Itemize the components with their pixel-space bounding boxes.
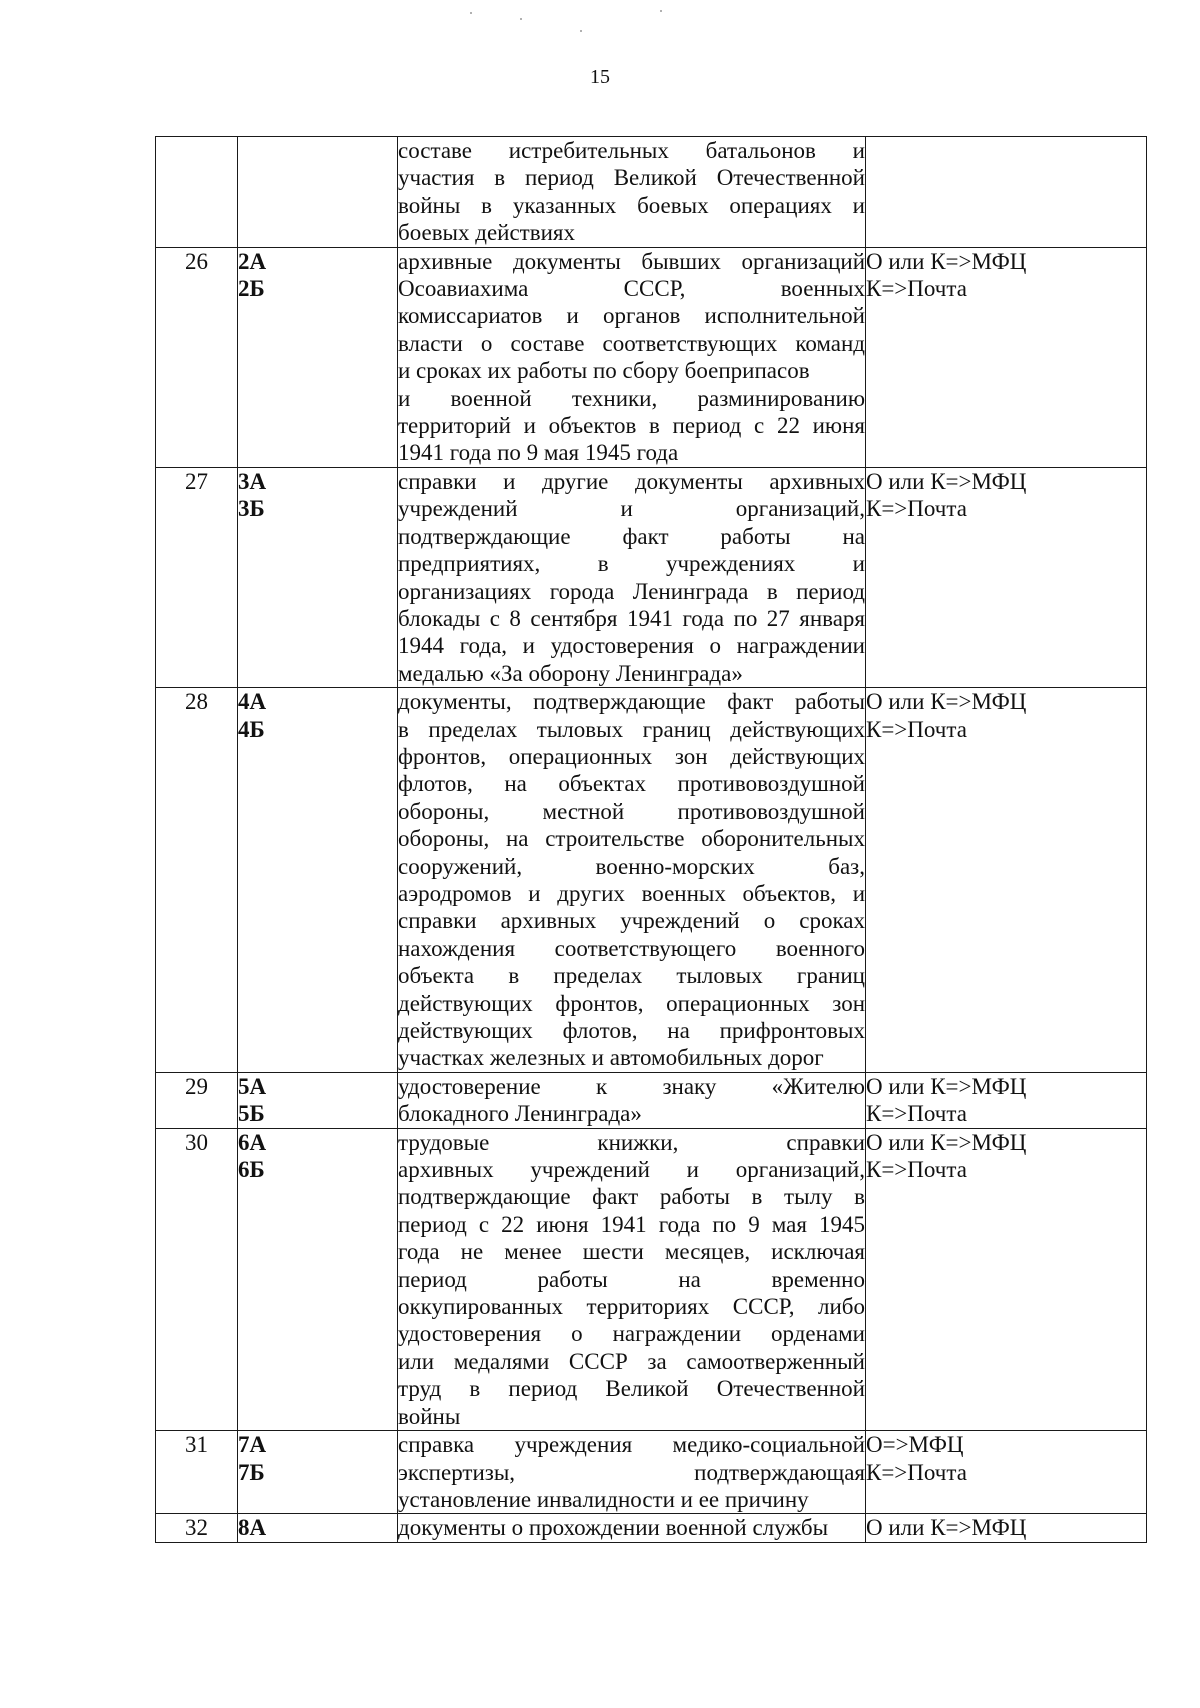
row-code: 2А	[238, 248, 267, 274]
row-delivery	[866, 1431, 1147, 1514]
table-row	[156, 1128, 1147, 1430]
row-number: 30	[156, 1128, 238, 1430]
description-line: документы о прохождении военной службы	[398, 1515, 829, 1541]
row-delivery	[866, 137, 1147, 248]
delivery-method: О=>МФЦ	[866, 1432, 964, 1458]
description-line: подтверждающие факт работы на	[398, 523, 865, 549]
table-row	[156, 688, 1147, 1073]
description-line: удостоверения о награждении орденами	[398, 1321, 865, 1347]
row-delivery	[866, 467, 1147, 687]
delivery-method: О или К=>МФЦ	[866, 1129, 1027, 1155]
row-number: 27	[156, 467, 238, 687]
row-description	[398, 247, 866, 467]
description-line: комиссариатов и органов исполнительной	[398, 303, 865, 329]
delivery-method: О или К=>МФЦ	[866, 468, 1027, 494]
table-row	[156, 1431, 1147, 1514]
row-number: 29	[156, 1072, 238, 1128]
description-line: период работы на временно	[398, 1266, 865, 1292]
row-delivery	[866, 688, 1147, 1073]
scan-speck	[520, 18, 522, 20]
scan-speck	[580, 30, 582, 32]
description-line: обороны, местной противовоздушной	[398, 798, 865, 824]
description-line: труд в период Великой Отечественной	[398, 1376, 865, 1402]
row-codes	[238, 1514, 398, 1542]
description-line: боевых действиях	[398, 220, 575, 246]
description-line: блокадного Ленинграда»	[398, 1101, 642, 1127]
document-table	[155, 136, 1147, 1543]
table-row	[156, 247, 1147, 467]
row-description	[398, 1128, 866, 1430]
row-delivery	[866, 247, 1147, 467]
description-line: и сроках их работы по сбору боеприпасов	[398, 358, 810, 384]
description-line: флотов, на объектах противовоздушной	[398, 771, 865, 797]
row-codes	[238, 1431, 398, 1514]
delivery-method: О или К=>МФЦ	[866, 689, 1027, 715]
description-line: документы, подтверждающие факт работы	[398, 689, 865, 715]
row-delivery	[866, 1128, 1147, 1430]
description-line: Осоавиахима СССР, военных	[398, 276, 865, 302]
row-delivery	[866, 1514, 1147, 1542]
row-description	[398, 1431, 866, 1514]
scan-speck	[660, 10, 662, 12]
description-line: трудовые книжки, справки	[398, 1129, 865, 1155]
description-line: установление инвалидности и ее причину	[398, 1486, 809, 1512]
description-line: и военной техники, разминированию	[398, 385, 865, 411]
description-line: составе истребительных батальонов и	[398, 138, 865, 163]
description-line: территорий и объектов в период с 22 июня	[398, 413, 865, 439]
row-code: 3Б	[238, 496, 265, 522]
description-line: удостоверение к знаку «Жителю	[398, 1073, 865, 1099]
row-code: 2Б	[238, 276, 265, 302]
delivery-method: К=>Почта	[866, 1459, 967, 1485]
row-codes	[238, 688, 398, 1073]
row-description	[398, 137, 866, 248]
row-code: 7А	[238, 1432, 267, 1458]
description-line: архивные документы бывших организаций	[398, 248, 865, 274]
row-number: 31	[156, 1431, 238, 1514]
description-line: 1944 года, и удостоверения о награждении	[398, 633, 865, 659]
description-line: подтверждающие факт работы в тылу в	[398, 1184, 865, 1210]
row-code: 7Б	[238, 1459, 265, 1485]
description-line: сооружений, военно-морских баз,	[398, 853, 865, 879]
row-number	[156, 137, 238, 248]
row-delivery	[866, 1072, 1147, 1128]
row-description	[398, 688, 866, 1073]
row-number: 28	[156, 688, 238, 1073]
row-codes	[238, 1128, 398, 1430]
description-line: действующих фронтов, операционных зон	[398, 990, 865, 1016]
row-code: 8А	[238, 1515, 267, 1541]
description-line: обороны, на строительстве оборонительных	[398, 826, 865, 852]
page-number: 15	[590, 66, 610, 88]
description-line: власти о составе соответствующих команд	[398, 330, 865, 356]
description-line: аэродромов и других военных объектов, и	[398, 880, 865, 906]
row-description	[398, 1514, 866, 1542]
description-line: архивных учреждений и организаций,	[398, 1157, 865, 1183]
table-row	[156, 137, 1147, 248]
row-code: 5А	[238, 1073, 267, 1099]
delivery-method: О или К=>МФЦ	[866, 248, 1027, 274]
description-line: учреждений и организаций,	[398, 496, 865, 522]
description-line: экспертизы, подтверждающая	[398, 1459, 865, 1485]
description-line: оккупированных территориях СССР, либо	[398, 1294, 865, 1320]
row-codes	[238, 247, 398, 467]
delivery-method: О или К=>МФЦ	[866, 1515, 1027, 1541]
description-line: справка учреждения медико-социальной	[398, 1432, 865, 1458]
row-number: 26	[156, 247, 238, 467]
description-line: справки и другие документы архивных	[398, 468, 865, 494]
description-line: фронтов, операционных зон действующих	[398, 743, 865, 769]
row-code: 6А	[238, 1129, 267, 1155]
description-line: период с 22 июня 1941 года по 9 мая 1945	[398, 1211, 865, 1237]
row-description	[398, 467, 866, 687]
description-line: блокады с 8 сентября 1941 года по 27 января	[398, 605, 865, 631]
description-line: участках железных и автомобильных дорог	[398, 1045, 824, 1071]
table-row	[156, 1514, 1147, 1542]
row-code: 3А	[238, 468, 267, 494]
description-line: объекта в пределах тыловых границ	[398, 963, 865, 989]
table-body	[156, 137, 1147, 1543]
row-description	[398, 1072, 866, 1128]
description-line: участия в период Великой Отечественной	[398, 165, 865, 191]
delivery-method: К=>Почта	[866, 496, 967, 522]
row-code: 6Б	[238, 1157, 265, 1183]
row-code: 4А	[238, 689, 267, 715]
description-line: в пределах тыловых границ действующих	[398, 716, 865, 742]
row-codes	[238, 467, 398, 687]
row-code: 4Б	[238, 716, 265, 742]
description-line: предприятиях, в учреждениях и	[398, 551, 865, 577]
delivery-method: К=>Почта	[866, 716, 967, 742]
description-line: организациях города Ленинграда в период	[398, 578, 865, 604]
description-line: медалью «За оборону Ленинграда»	[398, 660, 743, 686]
scan-speck	[470, 12, 472, 14]
delivery-method: К=>Почта	[866, 1101, 967, 1127]
description-line: года не менее шести месяцев, исключая	[398, 1239, 865, 1265]
description-line: войны	[398, 1403, 461, 1429]
description-line: 1941 года по 9 мая 1945 года	[398, 440, 679, 466]
description-line: справки архивных учреждений о сроках	[398, 908, 865, 934]
delivery-method: О или К=>МФЦ	[866, 1073, 1027, 1099]
delivery-method: К=>Почта	[866, 276, 967, 302]
row-codes	[238, 137, 398, 248]
table-row	[156, 1072, 1147, 1128]
row-number: 32	[156, 1514, 238, 1542]
row-code: 5Б	[238, 1101, 265, 1127]
row-codes	[238, 1072, 398, 1128]
description-line: действующих флотов, на прифронтовых	[398, 1018, 865, 1043]
description-line: войны в указанных боевых операциях и	[398, 192, 865, 218]
description-line: или медалями СССР за самоотверженный	[398, 1348, 865, 1374]
delivery-method: К=>Почта	[866, 1157, 967, 1183]
description-line: нахождения соответствующего военного	[398, 935, 865, 961]
table-row	[156, 467, 1147, 687]
